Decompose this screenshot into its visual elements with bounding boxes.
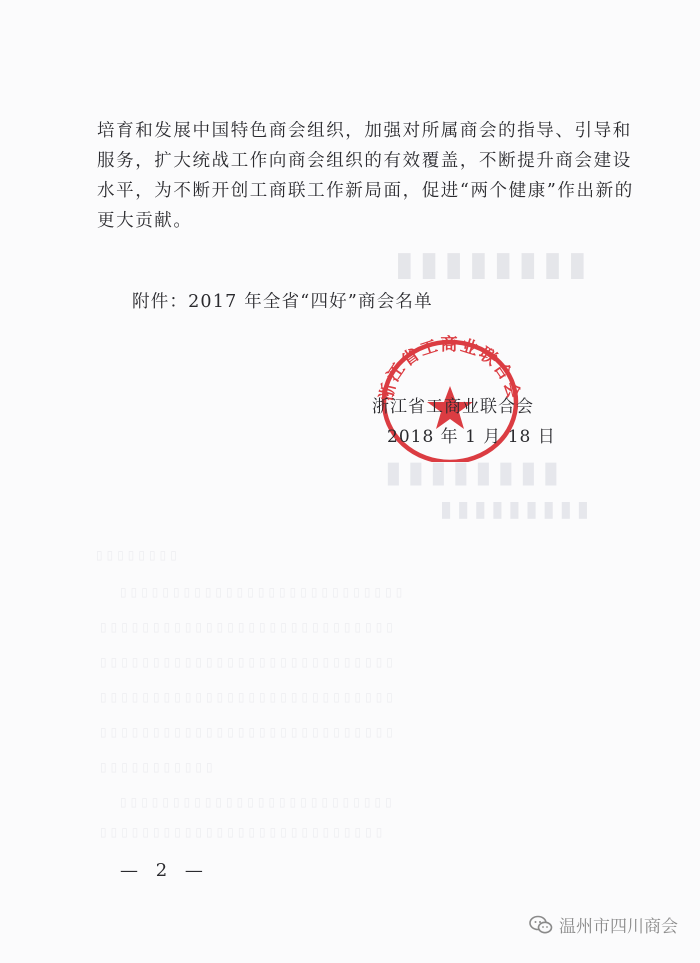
signing-organization: 浙江省工商业联合会 xyxy=(372,397,534,417)
reverse-side-bleed: ▮▮▮▮▮▮▮▮ xyxy=(385,455,566,490)
reverse-side-bleed: ▮▮▮▮▮▮▮▮ xyxy=(395,244,593,284)
reverse-side-bleed: ▯▯▯▯▯▯▯▯▯▯▯▯▯▯▯▯▯▯▯▯▯▯▯▯▯▯▯▯ xyxy=(100,655,397,669)
attachment-line: 附件：2017 年全省“四好”商会名单 xyxy=(132,292,433,312)
reverse-side-bleed: ▯▯▯▯▯▯▯▯▯▯▯▯▯▯▯▯▯▯▯▯▯▯▯▯▯▯ xyxy=(120,795,396,809)
body-line: 更大贡献。 xyxy=(97,211,193,231)
signing-date: 2018 年 1 月 18 日 xyxy=(387,427,556,447)
wechat-watermark xyxy=(529,912,678,937)
svg-text:浙江省工商业联合会: 浙江省工商业联合会 xyxy=(376,335,524,403)
reverse-side-bleed: ▯▯▯▯▯▯▯▯ xyxy=(96,548,181,562)
reverse-side-bleed: ▯▯▯▯▯▯▯▯▯▯▯▯▯▯▯▯▯▯▯▯▯▯▯▯▯▯▯ xyxy=(100,825,387,839)
body-line: 水平，为不断开创工商联工作新局面，促进“两个健康”作出新的 xyxy=(97,181,634,201)
reverse-side-bleed: ▮▮▮▮▮▮▮▮▮ xyxy=(440,497,594,522)
reverse-side-bleed: ▯▯▯▯▯▯▯▯▯▯▯▯▯▯▯▯▯▯▯▯▯▯▯▯▯▯▯▯ xyxy=(100,725,397,739)
signature-block xyxy=(372,392,556,452)
wechat-icon xyxy=(529,915,553,935)
page-number: — 2 — xyxy=(120,860,209,881)
body-line: 服务，扩大统战工作向商会组织的有效覆盖，不断提升商会建设 xyxy=(97,151,632,171)
watermark-text: 温州市四川商会 xyxy=(559,917,678,937)
reverse-side-bleed: ▯▯▯▯▯▯▯▯▯▯▯▯▯▯▯▯▯▯▯▯▯▯▯▯▯▯▯▯ xyxy=(100,620,397,634)
reverse-side-bleed: ▯▯▯▯▯▯▯▯▯▯▯ xyxy=(100,760,217,774)
body-line: 培育和发展中国特色商会组织，加强对所属商会的指导、引导和 xyxy=(97,121,632,141)
body-paragraph xyxy=(97,116,634,236)
reverse-side-bleed: ▯▯▯▯▯▯▯▯▯▯▯▯▯▯▯▯▯▯▯▯▯▯▯▯▯▯▯ xyxy=(120,585,407,599)
reverse-side-bleed: ▯▯▯▯▯▯▯▯▯▯▯▯▯▯▯▯▯▯▯▯▯▯▯▯▯▯▯▯ xyxy=(100,690,397,704)
